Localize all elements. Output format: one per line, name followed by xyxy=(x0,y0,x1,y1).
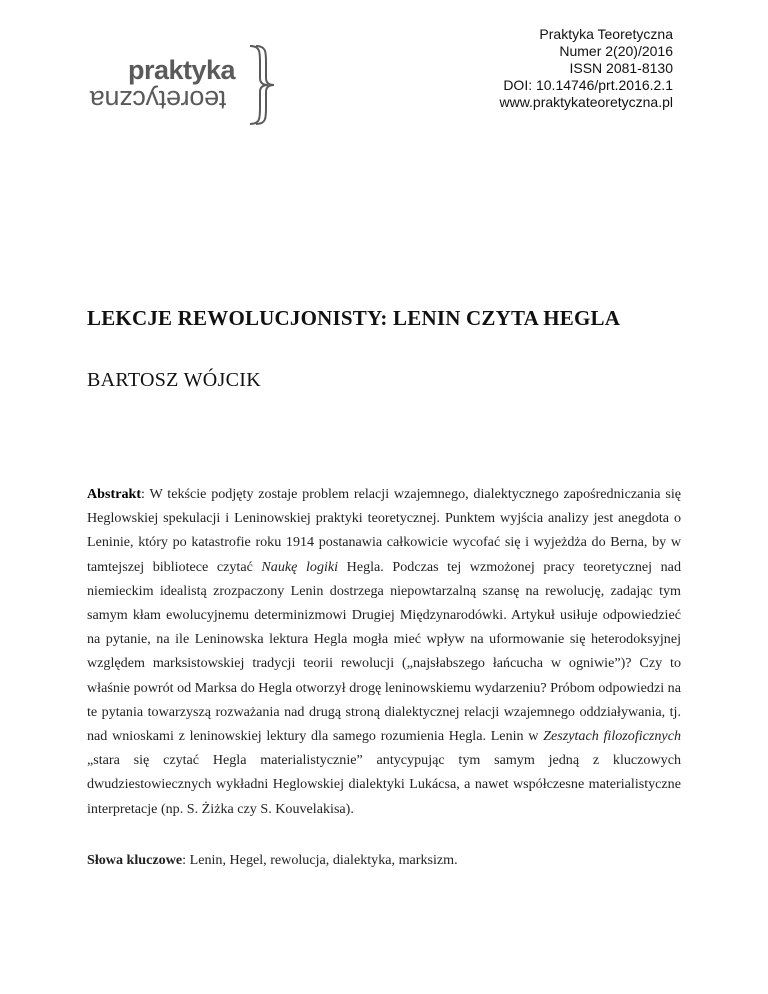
abstract-text-part2: Hegla. Podczas tej wzmożonej pracy teoretycznej nad niemieckim idealistą zrozpaczony Lenin dostrzega niepowtarzalną szansę na rewolucję, zadając tym samym kłam ewolucyjnemu determinizmowi Drugiej Międzynarodówki. Artykuł usiłuje odpowiedzieć na pytanie, na ile Leninowska lektura Hegla mogła mieć wpływ na uformowanie się heterodoksyjnej względem marksistowskiej tradycji teorii rewolucji („najsłabszego łańcucha w ogniwie”)? Czy to właśnie powrót od Marksa do Hegla otworzył drogę leninowskiemu wydarzeniu? Próbom odpowiedzi na te pytania towarzyszą rozważania nad drugą stroną dialektycznej relacji wzajemnego oddziaływania, tj. nad wnioskami z leninowskiej lektury dla samego rozumienia Hegla. Lenin w xyxy=(87,558,681,745)
abstract-colon: : xyxy=(141,486,145,502)
logo-brace-icon xyxy=(246,44,276,126)
abstract-text-part3: „stara się czytać Hegla materialistycznie” antycypując tym samym jedną z kluczowych dwudziestowiecznych wykładni Heglowskiej dialektyki Lukácsa, a nawet współczesne materialistyczne interpretacje (np. S. Żiżka czy S. Kouvelakisa). xyxy=(87,752,681,817)
keywords-colon: : xyxy=(182,852,187,868)
journal-issn: ISSN 2081-8130 xyxy=(569,60,673,76)
journal-issue: Numer 2(20)/2016 xyxy=(559,43,673,59)
abstract-label: Abstrakt xyxy=(87,486,142,502)
journal-doi: DOI: 10.14746/prt.2016.2.1 xyxy=(503,77,673,93)
abstract xyxy=(87,482,681,821)
keywords-text: Lenin, Hegel, rewolucja, dialektyka, marksizm. xyxy=(186,852,458,868)
journal-logo xyxy=(88,40,278,130)
journal-website[interactable]: www.praktykateoretyczna.pl xyxy=(499,94,673,110)
abstract-italic-title-2: Zeszytach filozoficznych xyxy=(543,728,681,745)
keywords-label: Słowa kluczowe xyxy=(87,852,183,868)
article-title: LEKCJE REWOLUCJONISTY: LENIN CZYTA HEGLA xyxy=(87,306,621,330)
abstract-italic-title-1: Naukę logiki xyxy=(261,558,339,575)
logo-word-praktyka: praktyka xyxy=(128,55,236,85)
article-author: BARTOSZ WÓJCIK xyxy=(87,369,261,391)
logo-word-teoretyczna: teoretyczna xyxy=(90,85,227,115)
keywords xyxy=(87,852,458,869)
abstract-text-part1: W tekście podjęty zostaje problem relacji wzajemnego, dialektycznego zapośredniczania się Heglowskiej spekulacji i Leninowskiej praktyki teoretycznej. Punktem wyjścia analizy jest anegdota o Leninie, który po katastrofie roku 1914 postanawia całkowicie wycofać się i wyjeżdża do Berna, by w tamtejszej bibliotece czytać xyxy=(87,486,681,575)
journal-info xyxy=(499,26,673,111)
journal-name: Praktyka Teoretyczna xyxy=(539,26,673,42)
